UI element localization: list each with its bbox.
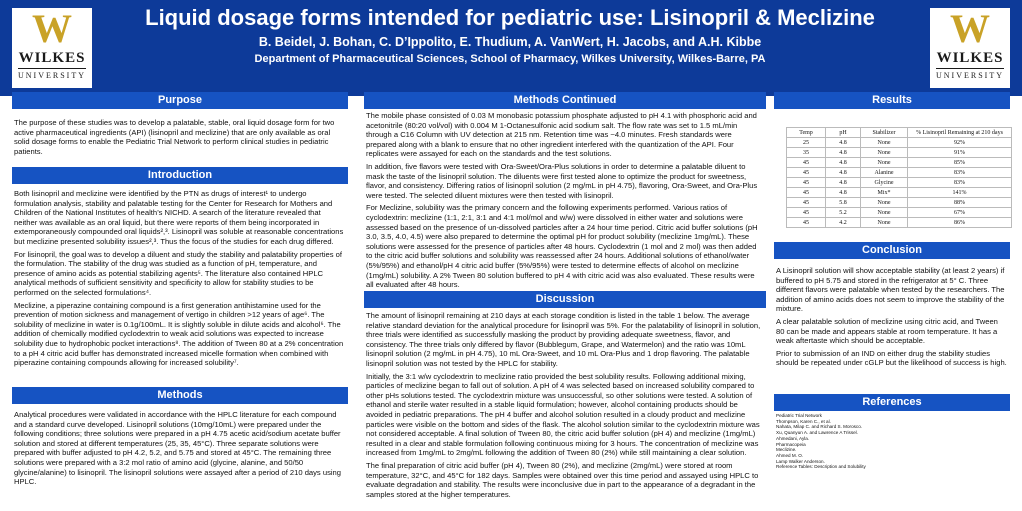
wilkes-logo-left: W WILKES UNIVERSITY xyxy=(12,8,92,88)
table-row xyxy=(787,208,1012,218)
poster-title: Liquid dosage forms intended for pediatric use: Lisinopril & Meclizine xyxy=(145,5,875,30)
introduction-heading: Introduction xyxy=(12,167,348,184)
reference-item: Lamp Walker Anderson. xyxy=(776,458,825,464)
table-cell: 4.8 xyxy=(826,188,861,198)
table-cell: 45 xyxy=(787,168,826,178)
reference-item: Ahmedani, Ayla. xyxy=(776,435,810,441)
table-cell: 45 xyxy=(787,198,826,208)
table-cell: 67% xyxy=(908,208,1012,218)
reference-item: Nahata, Milap C. and Richard S. Morosco. xyxy=(776,424,863,430)
table-cell: 4.8 xyxy=(826,168,861,178)
discussion-text: The amount of lisinopril remaining at 210 days at each storage condition is listed in the table 1 below. The average relative standard deviation for the analytical procedure for lisinopril was 5%. For the palatability of lisinopril in solution, three trials were identified as successfully masking the product by providing adequate sweetness, flavor, and consistency. The three trials only differed by flavor (Bubblegum, Grape, and Watermelon) and the ratio was 10mL lisinopril solution (2 mg/mL in pH 4.75), 10 mL Ora-Sweet, and 10 mL Ora-Plus and 1 drop flavoring. The palatable lisinopril solution was not tested by the HPLC for stability. Initially, the 3:1 w/w cyclodextrin to meclizine ratio provided the best solubility results. Following additional mixing, particles of meclizine began to fall out of solution. A pH of 4 was selected based on increased solubility compared to other pHs solutions tested. The cyclodextrin mixture was unsuccessful, so other solutions were tested. A solution of ethanol and sterile water resulted in a stable liquid formulation; however, alcohol containing products should be avoided in pediatric preparations. The pH 4 buffer and alcohol solution resulted in a cloudy product and meclizine particles were visible on the bottom and sides of the flask. The alcohol solution similar to the cyclodextrin mixture was not considered acceptable. A final solution of Tween 80, the citric acid buffer solution (pH 4) and meclizine (1mg/mL) resulted in a clear and stable formulation following continuous mixing for 3 hours. The concentration of meclizine was increased from 1mg/mL to 2mg/mL following the addition of Tween 80 (2%) while still maintaining a clear solution. The final preparation of citric acid buffer (pH 4), Tween 80 (2%), and meclizine (2mg/mL) were stored at room temperature, 32°C, and 45°C for 182 days. Samples were obtained over this time period and assayed using HPLC to evaluate degradation and stability. The results were inconclusive due in part to the appearance of a degradant in the samples stored at the higher temperatures. xyxy=(366,311,761,499)
table-cell: 86% xyxy=(908,218,1012,228)
department: Department of Pharmaceutical Sciences, School of Pharmacy, Wilkes University, Wilkes-Barre, PA xyxy=(254,53,766,65)
reference-item: Pediatric Trial Network xyxy=(776,413,822,418)
table-cell: 91% xyxy=(908,148,1012,158)
poster-header xyxy=(0,0,1022,96)
reference-item: Xu, Quanyun A. and Lawrence A Trissel. xyxy=(776,430,858,436)
table-cell: 83% xyxy=(908,168,1012,178)
table-cell: 141% xyxy=(908,188,1012,198)
methods-continued-text: The mobile phase consisted of 0.03 M monobasic potassium phosphate adjusted to pH 4.1 with phosphoric acid and acetonitrile (80:20 vol/vol) with 0.004 M 1-Octanesulfonic acid sodium salt. The flow rate was set to 1.5 mL/min through a C16 Column with UV detection at 215 nm. Retention time was ~4.0 minutes. Fresh standards were prepared along with a blank to ensure that no other ingredient interfered with the quantization of the API. Four replicates were assayed for each on the standards and the test solutions. In addition, five flavors were tested with Ora-Sweet/Ora-Plus solutions in order to determine a palatable diluent to mask the taste of the lisinopril solution. The diluents were first tested alone to optimize the product for sweetness, flavor, and consistency. Differing ratios of lisinopril solution (2 mg/mL in pH 4.75), flavoring, Ora-Sweet, and Ora-Plus were tested. The selected diluent mixtures were then tested with lisinopril. For Meclizine, solubility was the primary concern and the following experiments performed. Various ratios of cyclodextrin: meclizine (1:1, 2:1, 3:1 and 4:1 mol/mol and w/w) were dissolved in either water and solutions were assessed based on the presence of un-dissolved particles after a 24 hour time period. Citric acid buffer solutions (pH 3.0, 3.5, 4.0, 4.5) were also prepared to determine the optimal pH for product solubility (meclizine 1mg/mL). These solutions were assessed for the presence of particles after 48 hours. Cyclodextrin (1 mol and 2 mol) was then added to the citric acid buffer solutions and solubility was reassessed after 24 hours. Additional solutions of ethanol/water (5%/95%) and ethanol/pH 4 citric acid buffer (5%/95%) were tested to determine effects of alcohol on meclizine (1mg/mL) solubility. A 2% Tween 80 solution buffered to pH 4 with citric acid was also evaluated. These results were all evaluated after 48 hours. xyxy=(366,111,758,290)
table-cell: 45 xyxy=(787,178,826,188)
table-cell: 92% xyxy=(908,138,1012,148)
table-cell: 4.8 xyxy=(826,148,861,158)
table-cell: 4.2 xyxy=(826,218,861,228)
table-cell: 83% xyxy=(908,178,1012,188)
introduction-text: Both lisinopril and meclizine were identified by the PTN as drugs of interest¹ to undergo formulation analysis, stability and palatable testing for the Center for Research for Mothers and Children of the National Institutes of health’s NICHD. A search of the literature revealed that neither was available as an oral liquid, but there were reports of them being incorporated in extemporaneously compounded oral liquids²,³. Lisinopril was soluble at reasonable concentrations but meclizine presented solubility issues²,³. Thus the focus of the studies for each drug differed. For lisinopril, the goal was to develop a diluent and study the stability and palatability properties of the formulation. The stability of the drug was studied as a function of pH, temperature, and presence of amino acids as potential stabilizing agents⁵. The literature also contained HPLC analytical methods of sufficient sensitivity and specificity to allow for stability studies to be performed on the selected formulations⁴. Meclizine, a piperazine containing compound is a first generation antihistamine used for the prevention of motion sickness and management of vertigo in children >12 years of age⁶. The solubility of meclizine in water is 0.1g/100mL. It is slightly soluble in dilute acids and alcohol⁶. The addition of chemically modified cyclodextrin to weak acid solutions was expected to increase solubility due to hydrophobic pocket interactions⁸. The addition of Tween 80 at a 2% concentration to a pH 4 citric acid buffer has demonstrated increased micelle formation when combined with piperazine containing compounds allowing for increased solubility⁷. xyxy=(14,189,344,368)
table-cell: 85% xyxy=(908,158,1012,168)
results-heading: Results xyxy=(774,92,1010,109)
table-header-row: Temp pH Stabilizer % Lisinopril Remaining at 210 days xyxy=(787,128,1012,138)
table-row xyxy=(787,188,1012,198)
table-cell: Glycine xyxy=(861,178,908,188)
table-cell: 45 xyxy=(787,208,826,218)
table-row xyxy=(787,168,1012,178)
table-cell: None xyxy=(861,208,908,218)
methods-continued-heading: Methods Continued xyxy=(364,92,766,109)
table-cell: None xyxy=(861,198,908,208)
wilkes-logo-right: W WILKES UNIVERSITY xyxy=(930,8,1010,88)
table-row xyxy=(787,148,1012,158)
reference-item: Reference Tables: Description and Solubility xyxy=(776,464,866,470)
methods-text: Analytical procedures were validated in accordance with the HPLC literature for each compound and a standard curve developed. Lisinopril solutions (10mg/10mL) were prepared under the following conditions; three solutions were prepared in a pH 4.75 acetic acid/sodium acetate buffer solution and stored at different temperatures (25, 35, 45°C). Three separate solutions were prepared with buffer adjusted to pH 4.2, 5.2, and 5.75 and stored at 45°C. The remaining three solutions were prepared with a 3:2 mol ratio of amino acid (glycine, alanine, and 50/50 glycine/alanine) to lisinopril. The lisinopril solutions were assayed after a period of 210 days using HPLC. xyxy=(14,410,341,487)
table-cell: None xyxy=(861,218,908,228)
purpose-heading: Purpose xyxy=(12,92,348,109)
table-cell: 35 xyxy=(787,148,826,158)
table-cell: 45 xyxy=(787,218,826,228)
reference-item: Pharmacopeia xyxy=(776,441,806,447)
table-cell: 4.8 xyxy=(826,178,861,188)
table-cell: 4.8 xyxy=(826,158,861,168)
reference-item: Meclizine. xyxy=(776,447,797,453)
table-cell: Mix* xyxy=(861,188,908,198)
table-row xyxy=(787,178,1012,188)
table-row xyxy=(787,138,1012,148)
table-cell: 4.8 xyxy=(826,138,861,148)
table-cell: 25 xyxy=(787,138,826,148)
table-cell: 5.8 xyxy=(826,198,861,208)
table-cell: None xyxy=(861,158,908,168)
conclusion-text: A Lisinopril solution will show acceptable stability (at least 2 years) if buffered to pH 5.75 and stored in the refrigerator at 5° C. Three different flavors were palatable when tested by the researchers. The addition of amino acids does not seem to improve the stability of the mixture. A clear palatable solution of meclizine using citric acid, and Tween 80 can be made and appears stable at room temperature. It has a weak aftertaste which should be acceptable. Prior to submission of an IND on either drug the stability studies should be repeated under cGLP but the likelihood of success is high. xyxy=(776,266,1007,368)
discussion-heading: Discussion xyxy=(364,291,766,308)
table-cell: Alanine xyxy=(861,168,908,178)
table-row xyxy=(787,218,1012,228)
author-list: B. Beidel, J. Bohan, C. D’Ippolito, E. Thudium, A. VanWert, H. Jacobs, and A.H. Kibbe xyxy=(258,35,762,49)
table-cell: None xyxy=(861,138,908,148)
table-cell: 88% xyxy=(908,198,1012,208)
conclusion-heading: Conclusion xyxy=(774,242,1010,259)
reference-item: Thompson, Karen C., et al. xyxy=(776,418,831,424)
purpose-text: The purpose of these studies was to develop a palatable, stable, oral liquid dosage form for two active pharmaceutical ingredients (API) (lisinopril and meclizine) that are only available as oral solid dosage forms to enable the Pediatric Trial Network to perform clinical studies in pediatric patients. xyxy=(14,118,335,156)
references-list xyxy=(776,413,1008,470)
reference-item: Ahmed M. O. xyxy=(776,452,804,458)
table-cell: 5.2 xyxy=(826,208,861,218)
references-heading: References xyxy=(774,394,1010,411)
table-cell: 45 xyxy=(787,158,826,168)
table-row xyxy=(787,158,1012,168)
results-table xyxy=(786,127,1012,228)
methods-heading: Methods xyxy=(12,387,348,404)
table-cell: None xyxy=(861,148,908,158)
table-row xyxy=(787,198,1012,208)
table-cell: 45 xyxy=(787,188,826,198)
